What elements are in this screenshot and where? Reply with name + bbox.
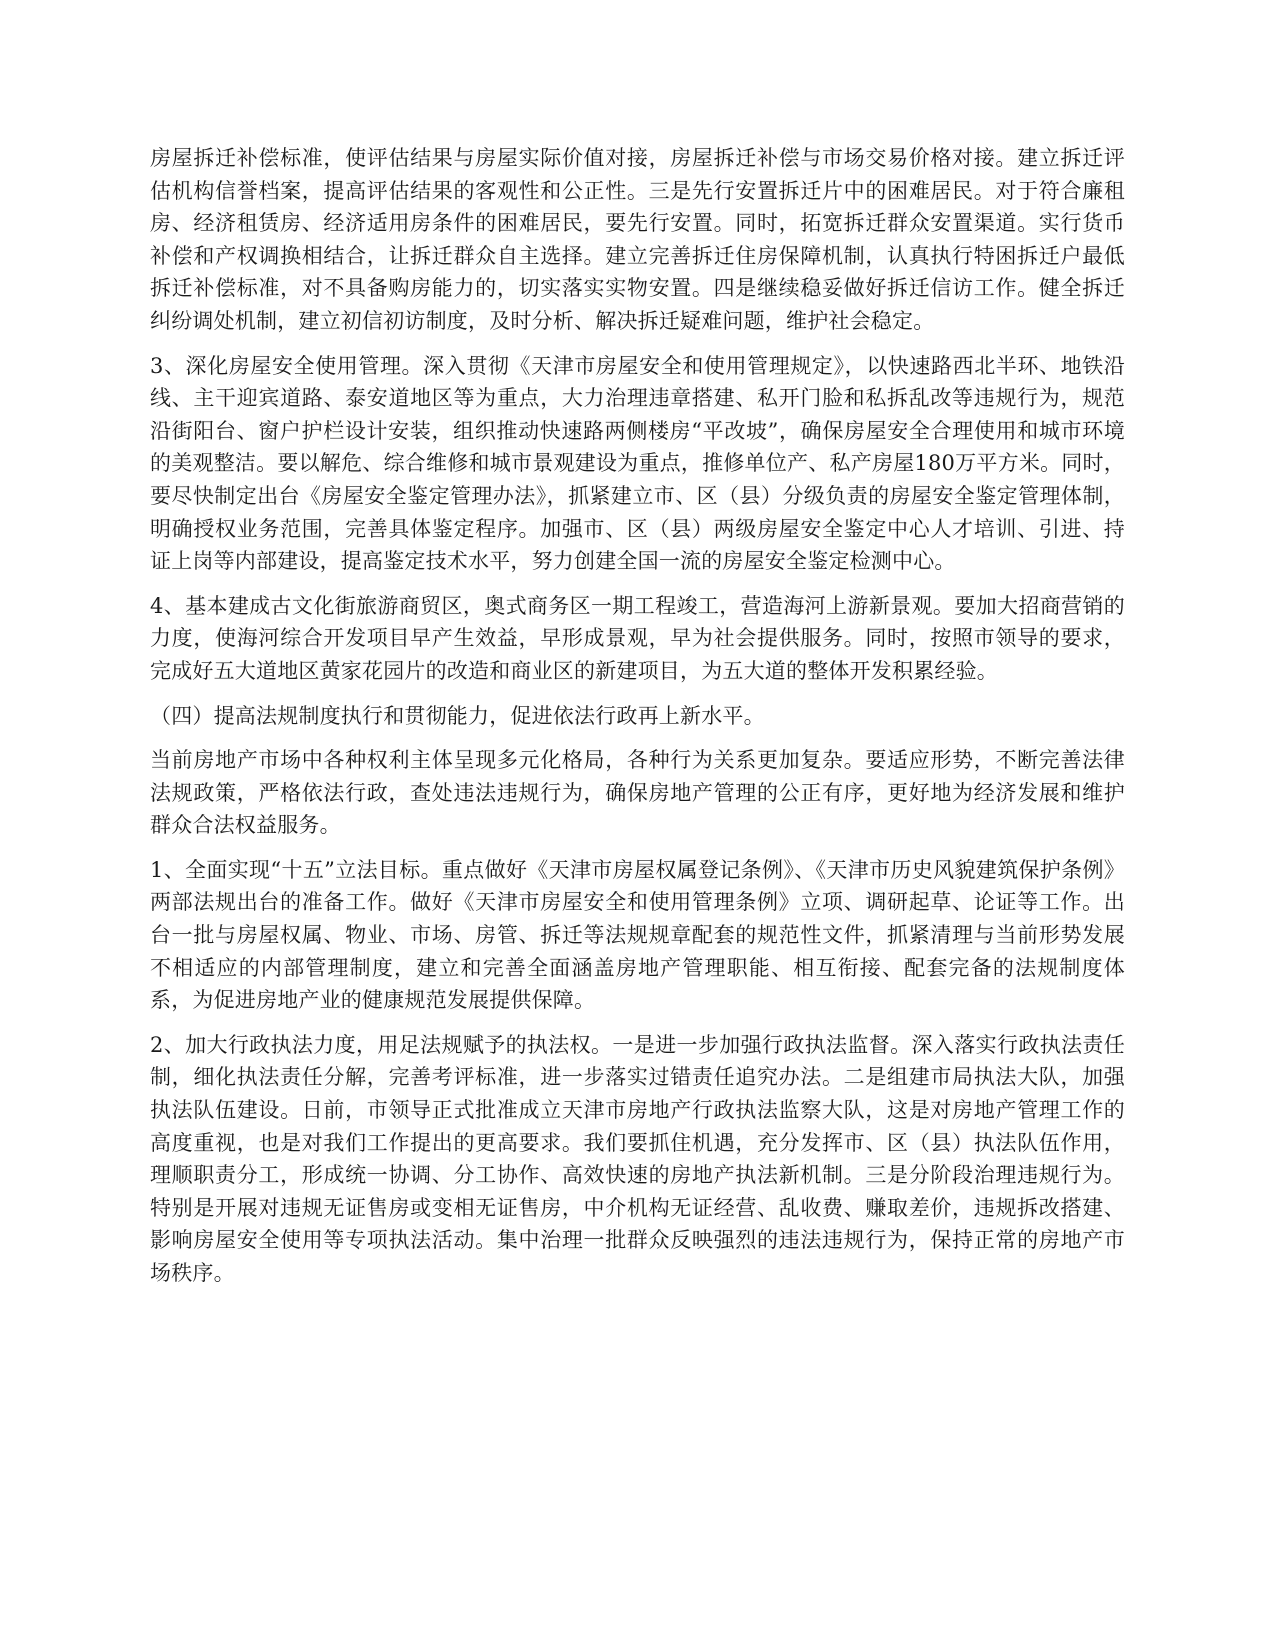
paragraph-housing-safety: 3、深化房屋安全使用管理。深入贯彻《天津市房屋安全和使用管理规定》，以快速路西北半环、地铁沿线、主干迎宾道路、泰安道地区等为重点，大力治理违章搭建、私开门脸和私拆乱改等违规行为，规范沿街阳台、窗户护栏设计安装，组织推动快速路两侧楼房“平改坡”，确保房屋安全合理使用和城市环境的美观整洁。要以解危、综合维修和城市景观建设为重点，推修单位产、私产房屋180万平方米。同时，要尽快制定出台《房屋安全鉴定管理办法》，抓紧建立市、区（县）分级负责的房屋安全鉴定管理体制，明确授权业务范围，完善具体鉴定程序。加强市、区（县）两级房屋安全鉴定中心人才培训、引进、持证上岗等内部建设，提高鉴定技术水平，努力创建全国一流的房屋安全鉴定检测中心。 <box>150 353 1125 574</box>
paragraph-market-overview: 当前房地产市场中各种权利主体呈现多元化格局，各种行为关系更加复杂。要适应形势，不断完善法律法规政策，严格依法行政，查处违法违规行为，确保房地产管理的公正有序，更好地为经济发展和维护群众合法权益服务。 <box>150 748 1125 838</box>
paragraph-law-enforcement: 2、加大行政执法力度，用足法规赋予的执法权。一是进一步加强行政执法监督。深入落实行政执法责任制，细化执法责任分解，完善考评标准，进一步落实过错责任追究办法。二是组建市局执法大队，加强执法队伍建设。日前，市领导正式批准成立天津市房地产行政执法监察大队，这是对房地产管理工作的高度重视，也是对我们工作提出的更高要求。我们要抓住机遇，充分发挥市、区（县）执法队伍作用，理顺职责分工，形成统一协调、分工协作、高效快速的房地产执法新机制。三是分阶段治理违规行为。特别是开展对违规无证售房或变相无证售房，中介机构无证经营、乱收费、赚取差价，违规拆改搭建、影响房屋安全使用等专项执法活动。集中治理一批群众反映强烈的违法违规行为，保持正常的房地产市场秩序。 <box>150 1032 1125 1285</box>
section-heading-four: （四）提高法规制度执行和贯彻能力，促进依法行政再上新水平。 <box>150 703 765 728</box>
paragraph-legislation-goal: 1、全面实现“十五”立法目标。重点做好《天津市房屋权属登记条例》、《天津市历史风貌建筑保护条例》两部法规出台的准备工作。做好《天津市房屋安全和使用管理条例》立项、调研起草、论证等工作。出台一批与房屋权属、物业、市场、房管、拆迁等法规规章配套的规范性文件，抓紧清理与当前形势发展不相适应的内部管理制度，建立和完善全面涵盖房地产管理职能、相互衔接、配套完备的法规制度体系，为促进房地产业的健康规范发展提供保障。 <box>150 857 1125 1013</box>
document-page <box>150 142 1125 1302</box>
paragraph-relocation-compensation: 房屋拆迁补偿标准，使评估结果与房屋实际价值对接，房屋拆迁补偿与市场交易价格对接。建立拆迁评估机构信誉档案，提高评估结果的客观性和公正性。三是先行安置拆迁片中的困难居民。对于符合廉租房、经济租赁房、经济适用房条件的困难居民，要先行安置。同时，拓宽拆迁群众安置渠道。实行货币补偿和产权调换相结合，让拆迁群众自主选择。建立完善拆迁住房保障机制，认真执行特困拆迁户最低拆迁补偿标准，对不具备购房能力的，切实落实实物安置。四是继续稳妥做好拆迁信访工作。健全拆迁纠纷调处机制，建立初信初访制度，及时分析、解决拆迁疑难问题，维护社会稳定。 <box>150 146 1125 333</box>
paragraph-ancient-culture-street: 4、基本建成古文化街旅游商贸区，奥式商务区一期工程竣工，营造海河上游新景观。要加大招商营销的力度，使海河综合开发项目早产生效益，早形成景观，早为社会提供服务。同时，按照市领导的要求，完成好五大道地区黄家花园片的改造和商业区的新建项目，为五大道的整体开发积累经验。 <box>150 593 1125 683</box>
